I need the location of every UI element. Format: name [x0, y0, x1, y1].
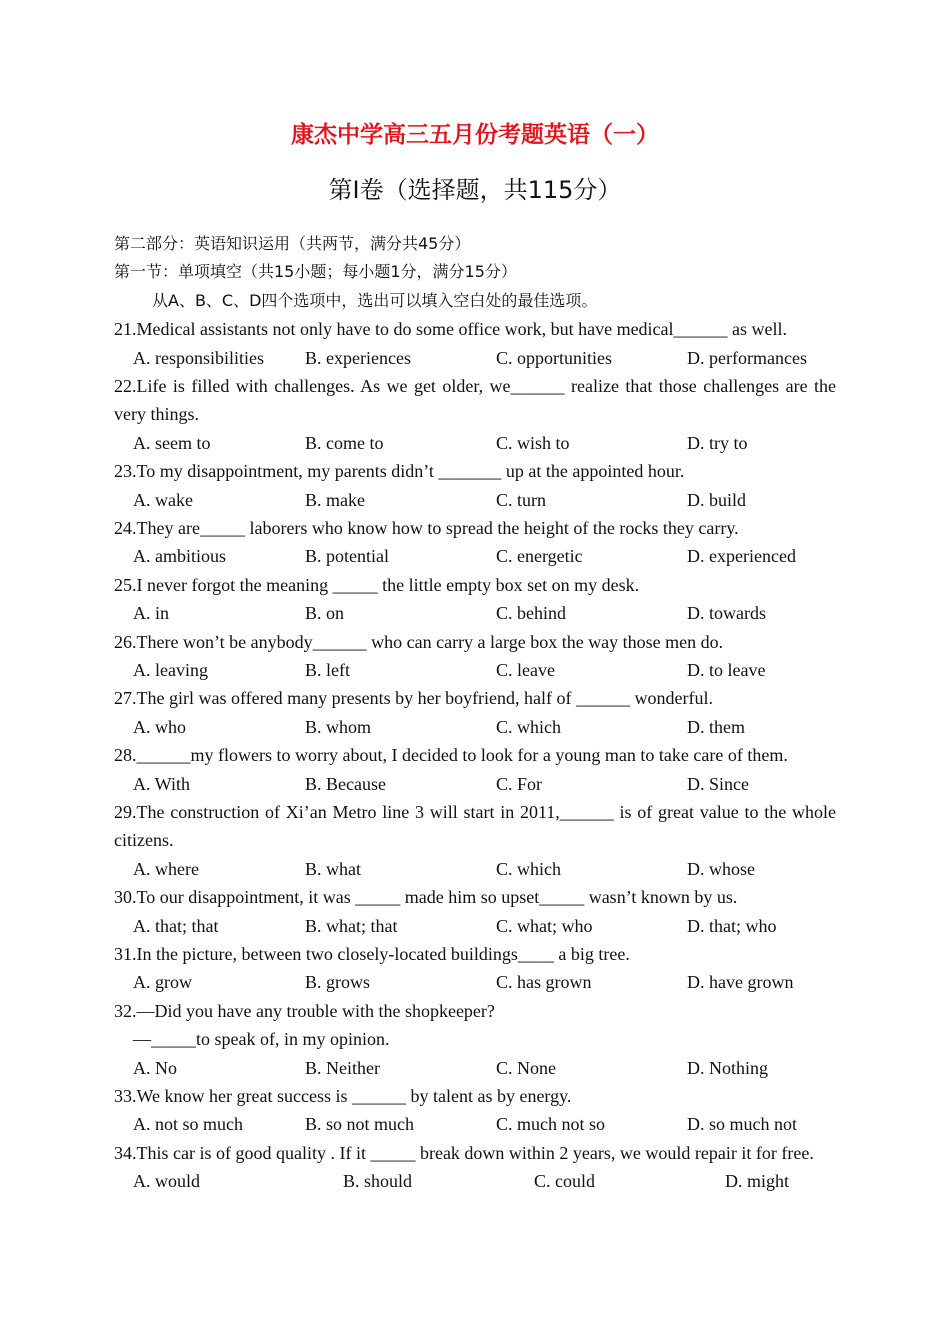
section-part-heading: 第二部分：英语知识运用（共两节，满分共45分） [114, 234, 471, 253]
option-c: C. leave [496, 660, 555, 681]
question-28: 28.______my flowers to worry about, I decided to look for a young man to take care of them. [114, 745, 788, 766]
option-a: A. With [133, 773, 190, 794]
question-25: 25.I never forgot the meaning _____ the little empty box set on my desk. [114, 574, 640, 595]
options-30 [114, 912, 836, 940]
exam-title: 康杰中学高三五月份考题英语（一） [291, 122, 659, 148]
option-c: C. much not so [496, 1114, 606, 1135]
option-a: A. not so much [133, 1114, 243, 1135]
options-29 [114, 855, 836, 883]
options-25 [114, 599, 836, 627]
option-c: C. which [496, 716, 561, 737]
question-26: 26.There won’t be anybody______ who can carry a large box the way those men do. [114, 631, 724, 652]
question-31: 31.In the picture, between two closely-located buildings____ a big tree. [114, 944, 630, 964]
option-b: B. potential [305, 546, 389, 567]
option-d: D. experienced [687, 546, 796, 567]
options-22 [114, 429, 836, 457]
option-a: A. ambitious [133, 546, 226, 567]
option-b: B. make [305, 489, 365, 510]
exam-content [114, 230, 836, 1196]
option-d: D. performances [687, 347, 807, 368]
question-27: 27.The girl was offered many presents by her boyfriend, half of ______ wonderful. [114, 688, 714, 709]
options-31 [114, 968, 836, 996]
option-a: A. leaving [133, 660, 208, 681]
option-d: D. so much not [687, 1114, 797, 1135]
option-c: C. wish to [496, 432, 570, 453]
question-29: 29.The construction of Xi’an Metro line 3 will start in 2011,______ is of great value to the whole citizens. [114, 802, 836, 851]
option-a: A. seem to [133, 432, 211, 453]
option-c: C. could [534, 1171, 595, 1192]
option-b: B. so not much [305, 1114, 415, 1135]
options-33 [114, 1110, 836, 1138]
option-b: B. on [305, 603, 345, 624]
option-d: D. Nothing [687, 1057, 768, 1078]
options-24 [114, 542, 836, 570]
option-b: B. Because [305, 773, 386, 794]
option-b: B. Neither [305, 1057, 380, 1078]
options-28 [114, 770, 836, 798]
section-one-heading: 第一节：单项填空（共15小题；每小题1分，满分15分） [114, 262, 517, 282]
option-b: B. experiences [305, 347, 411, 368]
instruction-text: 从A、B、C、D四个选项中，选出可以填入空白处的最佳选项。 [152, 290, 598, 310]
options-21 [114, 344, 836, 372]
option-c: C. has grown [496, 972, 592, 993]
option-a: A. responsibilities [133, 347, 264, 368]
option-c: C. what; who [496, 915, 593, 936]
option-a: A. in [133, 603, 169, 624]
question-34: 34.This car is of good quality . If it _____ break down within 2 years, we would repair it for free. [114, 1142, 814, 1163]
option-b: B. come to [305, 432, 384, 453]
option-d: D. Since [687, 773, 749, 794]
question-32-reply: —_____to speak of, in my opinion. [133, 1029, 390, 1050]
volume-subtitle: 第Ⅰ卷（选择题，共115分） [328, 176, 622, 204]
options-34 [114, 1167, 836, 1195]
option-d: D. try to [687, 432, 748, 453]
option-b: B. left [305, 660, 350, 681]
option-c: C. behind [496, 603, 566, 624]
option-a: A. where [133, 858, 199, 879]
question-22: 22.Life is filled with challenges. As we get older, we______ realize that those challenges are the very things. [114, 376, 836, 425]
options-23 [114, 486, 836, 514]
option-b: B. whom [305, 716, 372, 737]
option-b: B. what [305, 858, 361, 879]
question-23: 23.To my disappointment, my parents didn’t _______ up at the appointed hour. [114, 461, 685, 482]
option-c: C. which [496, 858, 561, 879]
option-b: B. should [343, 1171, 413, 1192]
option-a: A. that; that [133, 915, 219, 936]
option-b: B. what; that [305, 915, 398, 936]
option-a: A. grow [133, 972, 192, 993]
option-a: A. wake [133, 489, 193, 510]
option-c: C. None [496, 1057, 556, 1078]
option-d: D. build [687, 489, 747, 510]
option-a: A. would [133, 1171, 200, 1192]
option-c: C. For [496, 773, 543, 794]
option-d: D. towards [687, 603, 766, 624]
option-d: D. to leave [687, 660, 766, 681]
option-c: C. energetic [496, 546, 583, 567]
question-32: 32.—Did you have any trouble with the shopkeeper? [114, 1000, 495, 1021]
options-26 [114, 656, 836, 684]
option-d: D. have grown [687, 972, 794, 993]
question-30: 30.To our disappointment, it was _____ made him so upset_____ wasn’t known by us. [114, 887, 738, 908]
option-a: A. who [133, 716, 186, 737]
option-b: B. grows [305, 972, 371, 993]
question-33: 33.We know her great success is ______ by talent as by energy. [114, 1086, 572, 1106]
question-21: 21.Medical assistants not only have to do some office work, but have medical______ as well. [114, 319, 788, 340]
option-c: C. opportunities [496, 347, 612, 368]
question-24: 24.They are_____ laborers who know how to spread the height of the rocks they carry. [114, 518, 739, 539]
option-c: C. turn [496, 489, 547, 510]
options-32 [114, 1054, 836, 1082]
option-a: A. No [133, 1057, 177, 1078]
options-27 [114, 713, 836, 741]
option-d: D. that; who [687, 915, 777, 936]
option-d: D. them [687, 716, 745, 737]
option-d: D. whose [687, 858, 755, 879]
option-d: D. might [725, 1171, 790, 1192]
